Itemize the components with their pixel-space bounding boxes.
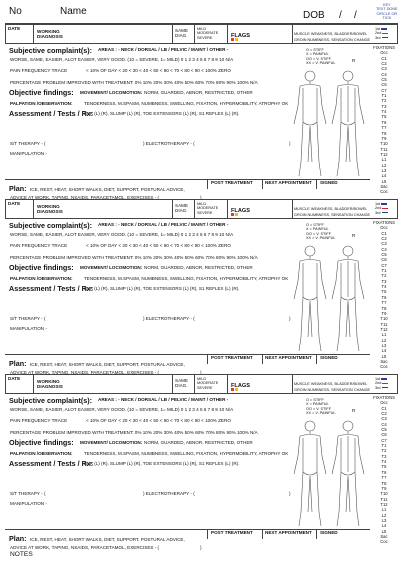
legend-item: O = STIFF: [306, 223, 324, 227]
palpation-label: PALPATION /OBSERVATION:: [10, 451, 73, 456]
fixation-level[interactable]: T11: [380, 496, 388, 502]
severity-options[interactable]: [197, 202, 218, 215]
divider: [207, 179, 208, 189]
rank-third: 3rd: [375, 385, 381, 390]
advice-close: ): [200, 370, 202, 375]
fixation-level[interactable]: Occ: [380, 50, 388, 56]
diagnosis-label: DIAGNOSIS: [37, 34, 63, 39]
blue-key-icon: [381, 28, 387, 29]
fixation-level[interactable]: C7: [381, 262, 387, 268]
signed-label: SIGNED: [320, 355, 338, 360]
body-diagram[interactable]: [290, 62, 370, 182]
fixation-level[interactable]: C5: [381, 252, 387, 258]
legend-item: O = STIFF: [306, 398, 324, 402]
fixation-level[interactable]: T7: [381, 475, 387, 481]
pain-frequency-scale[interactable]: < 10% OF DAY < 20 < 30 < 40 < 50 < 60 < 70 < 80 < 90 < 100% ZERO: [86, 68, 231, 73]
post-treatment-label: POST TREATMENT: [211, 355, 253, 360]
rank-options: [375, 202, 388, 215]
fixation-level[interactable]: Coc: [380, 364, 388, 370]
areas-label: AREAS : - NECK / DORSAL / LB / PELVIC / MAINT / OTHER -: [98, 397, 229, 402]
divider: [292, 374, 293, 394]
divider: [194, 374, 195, 394]
fixation-level[interactable]: L4: [381, 523, 387, 529]
dob-separator: /: [339, 10, 342, 21]
severity-options[interactable]: [197, 27, 218, 40]
advice-close: ): [200, 195, 202, 200]
movement-options[interactable]: NORM, GUARDED, ABNOR, RESTRICTED, OTHER: [144, 265, 253, 270]
plan-heading: Plan:: [9, 359, 27, 368]
areas-label: AREAS : - NECK / DORSAL / LB / PELVIC / MAINT / OTHER -: [98, 47, 229, 52]
red-key-icon: [382, 383, 388, 384]
flags-label: FLAGS: [231, 208, 250, 214]
post-treatment-label: POST TREATMENT: [211, 180, 253, 185]
divider: [33, 374, 34, 394]
fixation-level[interactable]: C6: [381, 257, 387, 263]
fixations-column[interactable]: [370, 395, 398, 545]
divider: [262, 354, 263, 364]
fixations-label: FIXATIONS: [373, 395, 395, 400]
fixation-level[interactable]: T11: [380, 321, 388, 327]
severity-severe[interactable]: SEVERE: [197, 385, 213, 390]
groin-numbness-label: GROIN NUMBNESS, SENSATION CHANGE: [294, 38, 371, 42]
fixation-level[interactable]: T8: [381, 480, 387, 486]
fixation-level[interactable]: C1: [381, 55, 387, 61]
objective-findings-heading: Objective findings:: [9, 438, 74, 447]
divider: [172, 24, 173, 44]
fixation-level[interactable]: T6: [381, 469, 387, 475]
fixation-level[interactable]: Sac: [380, 358, 388, 364]
severity-moderate[interactable]: MODERATE: [197, 31, 219, 36]
assessment-options[interactable]: SLR (L) (R), SLUMP (L) (R), TOE EXTENSORS (L) (R), S1 REFLEX (L) (R).: [84, 461, 240, 466]
rank-first: 1st: [375, 202, 381, 206]
body-diagram[interactable]: [290, 237, 370, 357]
fixation-level[interactable]: C2: [381, 61, 387, 67]
rank-third: 3rd: [375, 35, 381, 40]
muscle-weakness-label: MUSCLE WEAKNESS, BLADDER/BOWEL: [294, 32, 368, 36]
fixations-label: FIXATIONS: [373, 45, 395, 50]
divider: [316, 354, 317, 364]
fixation-level[interactable]: L5: [381, 528, 387, 534]
muscle-weakness-label: MUSCLE WEAKNESS, BLADDER/BOWEL: [294, 382, 368, 386]
fixation-level[interactable]: L2: [381, 337, 387, 343]
plan-options[interactable]: ICE, REST, HEAT, SHORT WALKS, DIET, SUPPORT, POSTURAL ADVICE,: [30, 537, 185, 542]
blue-key-icon: [381, 378, 387, 379]
no-label: No: [9, 6, 22, 17]
legend-item: OO = V. STIFF: [306, 231, 332, 236]
legend-item: OO = V. STIFF: [306, 406, 332, 411]
advice-close: ): [200, 545, 202, 550]
movement-options[interactable]: NORM, GUARDED, ABNOR, RESTRICTED, OTHER: [144, 90, 253, 95]
electrotherapy-close: ): [289, 316, 291, 321]
date-label: DATE: [8, 26, 21, 31]
key-text: CIRCLE OR: [376, 11, 398, 16]
objective-findings-heading: Objective findings:: [9, 88, 74, 97]
severity-mild[interactable]: MILD: [197, 27, 207, 31]
fixation-level[interactable]: L1: [381, 332, 387, 338]
fixation-level[interactable]: L3: [381, 342, 387, 348]
severity-mild[interactable]: MILD: [197, 377, 207, 381]
fixation-level[interactable]: C1: [381, 230, 387, 236]
treatment-section: [0, 199, 403, 375]
key-text: TICK: [382, 16, 392, 21]
electrotherapy-close: ): [289, 491, 291, 496]
dob-separator: /: [354, 10, 357, 21]
st-therapy-label[interactable]: S/T THERAPY - (: [10, 141, 46, 146]
divider: [292, 24, 293, 44]
fixation-level[interactable]: L5: [381, 353, 387, 359]
rank-first: 1st: [375, 27, 381, 31]
improvement-scale[interactable]: PERCENTAGE PROBLEM IMPROVED WITH TREATMENT: 0% 10% 20% 30% 40% 50% 60% 70% 80% 90% 100% N/A: [10, 430, 258, 435]
fixation-level[interactable]: T10: [380, 491, 388, 497]
advice-options[interactable]: ADVICE AT WORK, TAPING, NSAIDS, PARACETAMOL, EXERCISES - (: [10, 195, 160, 200]
electrotherapy-label[interactable]: ) ELECTROTHERAPY - (: [143, 141, 195, 146]
fixation-level[interactable]: Coc: [380, 539, 388, 545]
fixation-level[interactable]: T4: [381, 459, 387, 465]
fixation-level[interactable]: T4: [381, 284, 387, 290]
plan-options[interactable]: ICE, REST, HEAT, SHORT WALKS, DIET, SUPPORT, POSTURAL ADVICE,: [30, 362, 185, 367]
fixation-level[interactable]: L1: [381, 507, 387, 513]
notes-label: NOTES: [10, 551, 33, 558]
fixation-level[interactable]: L2: [381, 512, 387, 518]
rank-second: 2nd: [375, 31, 382, 36]
fixation-level[interactable]: Sac: [380, 533, 388, 539]
fixation-level[interactable]: T2: [381, 273, 387, 279]
pain-frequency-label: PAIN FREQUENCY TRACE: [10, 68, 68, 73]
fixation-level[interactable]: C1: [381, 405, 387, 411]
fixation-level[interactable]: C3: [381, 241, 387, 247]
diag-label: DIAG.: [175, 383, 188, 388]
fixation-level[interactable]: T2: [381, 448, 387, 454]
electrotherapy-label[interactable]: ) ELECTROTHERAPY - (: [143, 491, 195, 496]
divider: [194, 24, 195, 44]
fixation-level[interactable]: T3: [381, 453, 387, 459]
rank-first: 1st: [375, 377, 381, 381]
working-label: WORKING: [37, 204, 60, 209]
fixation-level[interactable]: Sac: [380, 183, 388, 189]
legend-item: OO = V. STIFF: [306, 56, 332, 61]
divider: [172, 199, 173, 219]
palpation-label: PALPATION /OBSERVATION:: [10, 276, 73, 281]
next-appointment-label: NEXT APPOINTMENT: [265, 530, 312, 535]
fixation-level[interactable]: T10: [380, 141, 388, 147]
same-label: SAME: [175, 378, 189, 383]
manipulation-label[interactable]: MANIPULATION -: [10, 501, 47, 506]
fixation-level[interactable]: T4: [381, 109, 387, 115]
red-key-icon: [382, 208, 388, 209]
right-side-label: R: [352, 58, 356, 63]
fixation-level[interactable]: C4: [381, 71, 387, 77]
subjective-complaints-heading: Subjective complaint(s):: [9, 221, 93, 230]
fixations-label: FIXATIONS: [373, 220, 395, 225]
fixation-level[interactable]: T12: [380, 501, 388, 507]
legend-item: X = PAINFUL: [306, 402, 329, 407]
fixation-level[interactable]: T5: [381, 289, 387, 295]
worse-scale[interactable]: WORSE, SAME, EASIER, ALOT EASIER, VERY GOOD. (10 = SEVERE, 1= MILD) 0 1 2 3 4 5 6 7 8 9 10 N/A: [10, 407, 234, 412]
fixation-level[interactable]: T1: [381, 93, 387, 99]
fixation-level[interactable]: L3: [381, 517, 387, 523]
divider: [172, 374, 173, 394]
flags-label: FLAGS: [231, 33, 250, 39]
fixation-level[interactable]: T7: [381, 300, 387, 306]
fixation-level[interactable]: C5: [381, 427, 387, 433]
fixation-level[interactable]: T2: [381, 98, 387, 104]
palpation-options[interactable]: TENDERNESS, M.SPASM, NUMBNESS, SWELLING, FIXATION, HYPERMOBILITY, ATROPHY OK: [84, 101, 289, 106]
fixation-level[interactable]: L1: [381, 157, 387, 163]
severity-severe[interactable]: SEVERE: [197, 35, 213, 40]
treatment-section: [0, 24, 403, 200]
date-label: DATE: [8, 376, 21, 381]
groin-numbness-label: GROIN NUMBNESS, SENSATION CHANGE: [294, 388, 371, 392]
fixation-level[interactable]: C2: [381, 236, 387, 242]
movement-label: MOVEMENT/ LOCOMOTION:: [80, 90, 143, 95]
fixations-column[interactable]: [370, 220, 398, 370]
fixation-level[interactable]: L4: [381, 348, 387, 354]
advice-options[interactable]: ADVICE AT WORK, TAPING, NSAIDS, PARACETAMOL, EXERCISES - (: [10, 545, 160, 550]
legend-item: XX = V. PAINFUL: [306, 236, 336, 241]
signed-label: SIGNED: [320, 180, 338, 185]
legend-item: X = PAINFUL: [306, 227, 329, 232]
next-appointment-label: NEXT APPOINTMENT: [265, 355, 312, 360]
advice-options[interactable]: ADVICE AT WORK, TAPING, NSAIDS, PARACETAMOL, EXERCISES - (: [10, 370, 160, 375]
fixation-level[interactable]: T12: [380, 151, 388, 157]
divider: [207, 354, 208, 364]
fixation-level[interactable]: T6: [381, 294, 387, 300]
st-therapy-label[interactable]: S/T THERAPY - (: [10, 316, 46, 321]
severity-moderate[interactable]: MODERATE: [197, 206, 219, 211]
fixation-level[interactable]: T8: [381, 130, 387, 136]
fixation-level[interactable]: T10: [380, 316, 388, 322]
blue-key-icon: [381, 203, 387, 204]
body-diagram[interactable]: [290, 412, 370, 532]
fixation-level[interactable]: T5: [381, 114, 387, 120]
subjective-complaints-heading: Subjective complaint(s):: [9, 46, 93, 55]
fixation-level[interactable]: C6: [381, 82, 387, 88]
worse-scale[interactable]: WORSE, SAME, EASIER, ALOT EASIER, VERY GOOD. (10 = SEVERE, 1= MILD) 0 1 2 3 4 5 6 7 8 9 10 N/A: [10, 232, 234, 237]
palpation-label: PALPATION /OBSERVATION:: [10, 101, 73, 106]
fixations-column[interactable]: [370, 45, 398, 195]
plan-heading: Plan:: [9, 534, 27, 543]
working-label: WORKING: [37, 379, 60, 384]
diag-label: DIAG.: [175, 208, 188, 213]
fixation-level[interactable]: T1: [381, 268, 387, 274]
fixation-level[interactable]: L3: [381, 167, 387, 173]
divider: [207, 529, 208, 539]
assessment-heading: Assessment / Tests / Rx:: [9, 109, 94, 118]
divider: [316, 529, 317, 539]
assessment-options[interactable]: SLR (L) (R), SLUMP (L) (R), TOE EXTENSORS (L) (R), S1 REFLEX (L) (R).: [84, 286, 240, 291]
signed-label: SIGNED: [320, 530, 338, 535]
rank-second: 2nd: [375, 206, 382, 211]
movement-options[interactable]: NORM, GUARDED, ABNOR, RESTRICTED, OTHER: [144, 440, 253, 445]
divider: [292, 199, 293, 219]
legend-item: XX = V. PAINFUL: [306, 411, 336, 416]
same-label: SAME: [175, 203, 189, 208]
fixation-level[interactable]: T11: [380, 146, 388, 152]
fixation-level[interactable]: T5: [381, 464, 387, 470]
groin-numbness-label: GROIN NUMBNESS, SENSATION CHANGE: [294, 213, 371, 217]
red-key-icon: [382, 33, 388, 34]
subjective-complaints-heading: Subjective complaint(s):: [9, 396, 93, 405]
same-label: SAME: [175, 28, 189, 33]
fixation-level[interactable]: C2: [381, 411, 387, 417]
divider: [227, 374, 228, 394]
fixation-level[interactable]: C4: [381, 246, 387, 252]
st-therapy-label[interactable]: S/T THERAPY - (: [10, 491, 46, 496]
fixation-level[interactable]: Coc: [380, 189, 388, 195]
fixation-level[interactable]: L2: [381, 162, 387, 168]
fixation-level[interactable]: C7: [381, 437, 387, 443]
palpation-options[interactable]: TENDERNESS, M.SPASM, NUMBNESS, SWELLING, FIXATION, HYPERMOBILITY, ATROPHY OK: [84, 451, 289, 456]
key-legend: [376, 3, 398, 21]
pain-frequency-label: PAIN FREQUENCY TRACE: [10, 243, 68, 248]
fixation-level[interactable]: L4: [381, 173, 387, 179]
fixation-level[interactable]: C3: [381, 66, 387, 72]
worse-scale[interactable]: WORSE, SAME, EASIER, ALOT EASIER, VERY GOOD. (10 = SEVERE, 1= MILD) 0 1 2 3 4 5 6 7 8 9 10 N/A: [10, 57, 234, 62]
pain-frequency-scale[interactable]: < 10% OF DAY < 20 < 30 < 40 < 50 < 60 < 70 < 80 < 90 < 100% ZERO: [86, 418, 231, 423]
fixation-level[interactable]: C4: [381, 421, 387, 427]
date-label: DATE: [8, 201, 21, 206]
fixation-level[interactable]: Occ: [380, 400, 388, 406]
post-treatment-label: POST TREATMENT: [211, 530, 253, 535]
improvement-scale[interactable]: PERCENTAGE PROBLEM IMPROVED WITH TREATMENT: 0% 10% 20% 30% 40% 50% 60% 70% 80% 90% 100% N/A: [10, 255, 258, 260]
fixation-level[interactable]: T3: [381, 278, 387, 284]
key-text: KEY: [383, 3, 391, 7]
improvement-scale[interactable]: PERCENTAGE PROBLEM IMPROVED WITH TREATMENT: 0% 10% 20% 30% 40% 50% 60% 70% 80% 90% 100% N/A: [10, 80, 258, 85]
blue-key-icon: [382, 212, 388, 213]
rank-second: 2nd: [375, 381, 382, 386]
fixation-level[interactable]: T3: [381, 103, 387, 109]
movement-label: MOVEMENT/ LOCOMOTION:: [80, 440, 143, 445]
fixation-level[interactable]: T12: [380, 326, 388, 332]
severity-severe[interactable]: SEVERE: [197, 210, 213, 215]
divider: [194, 199, 195, 219]
divider: [262, 529, 263, 539]
fixation-level[interactable]: T9: [381, 310, 387, 316]
rank-third: 3rd: [375, 210, 381, 215]
right-side-label: R: [352, 233, 356, 238]
manipulation-label[interactable]: MANIPULATION -: [10, 326, 47, 331]
fixation-level[interactable]: L5: [381, 178, 387, 184]
rank-options: [375, 27, 388, 40]
working-label: WORKING: [37, 29, 60, 34]
diagnosis-label: DIAGNOSIS: [37, 384, 63, 389]
palpation-options[interactable]: TENDERNESS, M.SPASM, NUMBNESS, SWELLING, FIXATION, HYPERMOBILITY, ATROPHY OK: [84, 276, 289, 281]
key-text: TEXT DONE: [376, 7, 398, 12]
name-label: Name: [60, 6, 87, 17]
blue-key-icon: [382, 37, 388, 38]
treatment-section: [0, 374, 403, 550]
rank-options: [375, 377, 388, 390]
next-appointment-label: NEXT APPOINTMENT: [265, 180, 312, 185]
objective-findings-heading: Objective findings:: [9, 263, 74, 272]
severity-options[interactable]: [197, 377, 218, 390]
fixation-level[interactable]: C5: [381, 77, 387, 83]
muscle-weakness-label: MUSCLE WEAKNESS, BLADDER/BOWEL: [294, 207, 368, 211]
fixation-level[interactable]: T9: [381, 135, 387, 141]
fixation-level[interactable]: C3: [381, 416, 387, 422]
legend-item: XX = V. PAINFUL: [306, 61, 336, 66]
areas-label: AREAS : - NECK / DORSAL / LB / PELVIC / MAINT / OTHER -: [98, 222, 229, 227]
plan-options[interactable]: ICE, REST, HEAT, SHORT WALKS, DIET, SUPPORT, POSTURAL ADVICE,: [30, 187, 185, 192]
plan-heading: Plan:: [9, 184, 27, 193]
pain-frequency-label: PAIN FREQUENCY TRACE: [10, 418, 68, 423]
severity-mild[interactable]: MILD: [197, 202, 207, 206]
fixation-level[interactable]: T9: [381, 485, 387, 491]
assessment-options[interactable]: SLR (L) (R), SLUMP (L) (R), TOE EXTENSORS (L) (R), S1 REFLEX (L) (R).: [84, 111, 240, 116]
right-side-label: R: [352, 408, 356, 413]
legend-item: X = PAINFUL: [306, 52, 329, 57]
fixation-level[interactable]: T6: [381, 119, 387, 125]
diag-label: DIAG.: [175, 33, 188, 38]
divider: [227, 24, 228, 44]
assessment-heading: Assessment / Tests / Rx:: [9, 459, 94, 468]
fixation-level[interactable]: C7: [381, 87, 387, 93]
fixation-level[interactable]: T8: [381, 305, 387, 311]
movement-label: MOVEMENT/ LOCOMOTION:: [80, 265, 143, 270]
dob-label: DOB: [303, 10, 325, 21]
divider: [33, 24, 34, 44]
divider: [316, 179, 317, 189]
legend-item: O = STIFF: [306, 48, 324, 52]
divider: [33, 199, 34, 219]
divider: [262, 179, 263, 189]
electrotherapy-close: ): [289, 141, 291, 146]
pain-frequency-scale[interactable]: < 10% OF DAY < 20 < 30 < 40 < 50 < 60 < 70 < 80 < 90 < 100% ZERO: [86, 243, 231, 248]
electrotherapy-label[interactable]: ) ELECTROTHERAPY - (: [143, 316, 195, 321]
severity-moderate[interactable]: MODERATE: [197, 381, 219, 386]
fixation-level[interactable]: Occ: [380, 225, 388, 231]
fixation-level[interactable]: C6: [381, 432, 387, 438]
divider: [227, 199, 228, 219]
flags-label: FLAGS: [231, 383, 250, 389]
diagnosis-label: DIAGNOSIS: [37, 209, 63, 214]
fixation-level[interactable]: T7: [381, 125, 387, 131]
fixation-level[interactable]: T1: [381, 443, 387, 449]
manipulation-label[interactable]: MANIPULATION -: [10, 151, 47, 156]
assessment-heading: Assessment / Tests / Rx:: [9, 284, 94, 293]
blue-key-icon: [382, 387, 388, 388]
